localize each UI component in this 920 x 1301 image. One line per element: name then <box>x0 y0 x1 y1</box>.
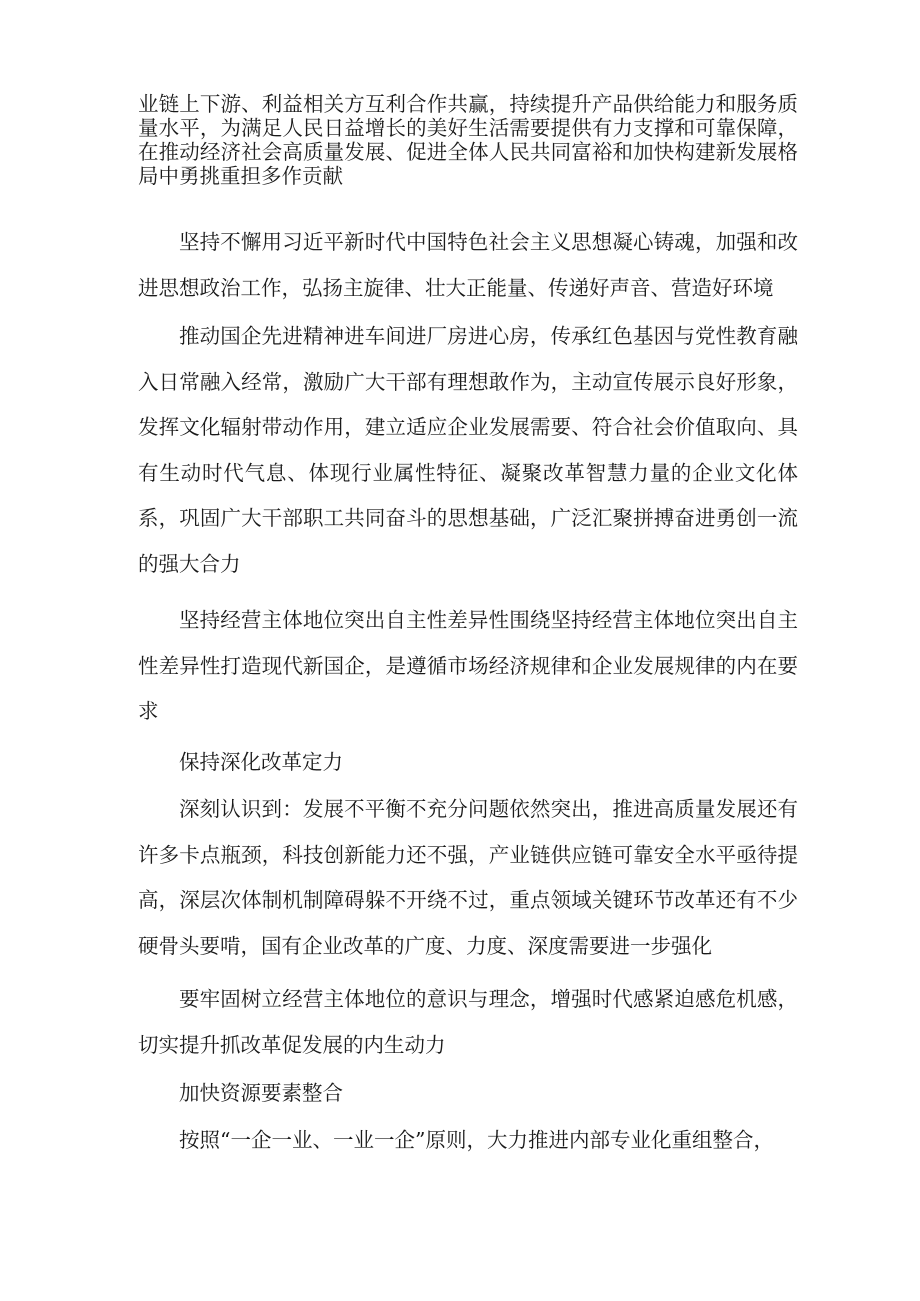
paragraph-6: 深刻认识到：发展不平衡不充分问题依然突出，推进高质量发展还有许多卡点瓶颈，科技创新能力还不强，产业链供应链可靠安全水平亟待提高，深层次体制机制障碍躲不开绕不过，重点领域关键环节改革还有不少硬骨头要啃，国有企业改革的广度、力度、深度需要进一步强化 <box>138 797 798 958</box>
paragraph-1: 业链上下游、利益相关方互利合作共赢，持续提升产品供给能力和服务质量水平，为满足人民日益增长的美好生活需要提供有力支撑和可靠保障，在推动经济社会高质量发展、促进全体人民共同富裕和加快构建新发展格局中勇挑重担多作贡献 <box>138 92 798 188</box>
paragraph-8: 加快资源要素整合 <box>179 1081 343 1105</box>
paragraph-7: 要牢固树立经营主体地位的意识与理念，增强时代感紧迫感危机感，切实提升抓改革促发展的内生动力 <box>138 987 798 1057</box>
paragraph-9: 按照“一企一业、一业一企”原则，大力推进内部专业化重组整合， <box>179 1128 774 1152</box>
paragraph-2: 坚持不懈用习近平新时代中国特色社会主义思想凝心铸魂，加强和改进思想政治工作，弘扬主旋律、壮大正能量、传递好声音、营造好环境 <box>138 230 798 300</box>
paragraph-4: 坚持经营主体地位突出自主性差异性围绕坚持经营主体地位突出自主性差异性打造现代新国企，是遵循市场经济规律和企业发展规律的内在要求 <box>138 608 798 723</box>
paragraph-3: 推动国企先进精神进车间进厂房进心房，传承红色基因与党性教育融入日常融入经常，激励广大干部有理想敢作为，主动宣传展示良好形象，发挥文化辐射带动作用，建立适应企业发展需要、符合社会价值取向、具有生动时代气息、体现行业属性特征、凝聚改革智慧力量的企业文化体系，巩固广大干部职工共同奋斗的思想基础，广泛汇聚拼搏奋进勇创一流的强大合力 <box>138 324 798 576</box>
paragraph-5: 保持深化改革定力 <box>179 750 343 774</box>
